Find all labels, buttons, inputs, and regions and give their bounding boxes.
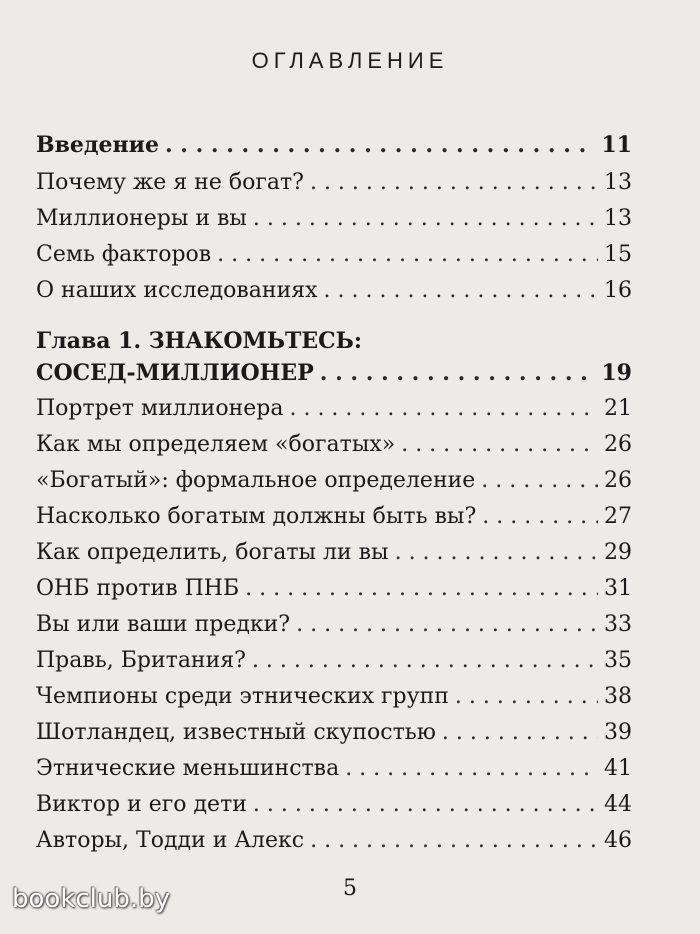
toc-entry-label: Чемпионы среди этнических групп bbox=[36, 684, 449, 709]
dot-leader bbox=[252, 644, 598, 678]
dot-leader bbox=[310, 824, 598, 858]
toc-entry-label: Миллионеры и вы bbox=[36, 206, 247, 231]
toc-entry bbox=[36, 824, 632, 858]
toc-page-number: 13 bbox=[604, 206, 632, 231]
toc-entry bbox=[36, 608, 632, 642]
toc-entry bbox=[36, 238, 632, 272]
toc-entry bbox=[36, 166, 632, 200]
dot-leader bbox=[455, 680, 598, 714]
dot-leader bbox=[217, 238, 598, 272]
toc-page-number: 33 bbox=[604, 612, 632, 637]
toc-page-number: 26 bbox=[604, 468, 632, 493]
toc-page-number: 16 bbox=[604, 278, 632, 303]
toc-page-number: 31 bbox=[604, 576, 632, 601]
toc-page-number: 41 bbox=[604, 756, 632, 781]
page-title: ОГЛАВЛЕНИЕ bbox=[251, 48, 449, 73]
dot-leader bbox=[165, 128, 595, 162]
toc-page-number: 44 bbox=[604, 792, 632, 817]
toc-entry-label: Почему же я не богат? bbox=[36, 170, 304, 195]
toc-entry bbox=[36, 392, 632, 426]
toc-entry bbox=[36, 788, 632, 822]
toc-page-number: 15 bbox=[604, 242, 632, 267]
toc-entry bbox=[36, 644, 632, 678]
dot-leader bbox=[401, 428, 598, 462]
dot-leader bbox=[245, 572, 598, 606]
toc-page-number: 35 bbox=[604, 648, 632, 673]
dot-leader bbox=[296, 608, 598, 642]
toc-entry bbox=[36, 572, 632, 606]
toc-page-number: 39 bbox=[604, 720, 632, 745]
toc-heading-introduction bbox=[36, 128, 632, 162]
dot-leader bbox=[442, 716, 598, 750]
toc-page-number: 46 bbox=[604, 828, 632, 853]
page-number: 5 bbox=[343, 876, 357, 901]
toc-page-number: 13 bbox=[604, 170, 632, 195]
toc-page-number: 11 bbox=[601, 132, 632, 158]
toc-entry-label: Портрет миллионера bbox=[36, 396, 284, 421]
toc-entry bbox=[36, 680, 632, 714]
toc-entry-label: Виктор и его дети bbox=[36, 792, 247, 817]
toc-entry bbox=[36, 752, 632, 786]
dot-leader bbox=[310, 166, 598, 200]
toc-entry bbox=[36, 464, 632, 498]
toc-entry-label: О наших исследованиях bbox=[36, 278, 318, 303]
toc-entry bbox=[36, 428, 632, 462]
toc-entry bbox=[36, 274, 632, 308]
watermark: bookclub.by bbox=[12, 884, 171, 914]
dot-leader bbox=[324, 274, 598, 308]
dot-leader bbox=[345, 752, 598, 786]
toc-heading-label: СОСЕД-МИЛЛИОНЕР bbox=[36, 360, 314, 386]
toc-entry-label: Шотландец, известный скупостью bbox=[36, 720, 436, 745]
dot-leader bbox=[253, 788, 598, 822]
toc-entry-label: Вы или ваши предки? bbox=[36, 612, 291, 637]
toc-entry-label: «Богатый»: формальное определение bbox=[36, 468, 476, 493]
toc-entry-label: Семь факторов bbox=[36, 242, 212, 267]
toc-page-number: 19 bbox=[601, 360, 632, 386]
toc-page-number: 27 bbox=[604, 504, 632, 529]
toc-entry-label: Как мы определяем «богатых» bbox=[36, 432, 396, 457]
toc-entry-label: Как определить, богаты ли вы bbox=[36, 540, 389, 565]
dot-leader bbox=[320, 356, 596, 390]
toc-page-number: 26 bbox=[604, 432, 632, 457]
toc-entry-label: Этнические меньшинства bbox=[36, 756, 340, 781]
toc-page-number: 21 bbox=[604, 396, 632, 421]
dot-leader bbox=[289, 392, 598, 426]
toc-page-number: 29 bbox=[604, 540, 632, 565]
toc-entry-label: Авторы, Тодди и Алекс bbox=[36, 828, 305, 853]
dot-leader bbox=[481, 464, 598, 498]
toc-page-number: 38 bbox=[604, 684, 632, 709]
toc-entry bbox=[36, 202, 632, 236]
chapter-heading-line: Глава 1. ЗНАКОМЬТЕСЬ: bbox=[36, 328, 362, 354]
toc-heading-label: Введение bbox=[36, 132, 159, 158]
toc-entry-label: Насколько богатым должны быть вы? bbox=[36, 504, 477, 529]
toc-heading-chapter-1 bbox=[36, 356, 632, 390]
dot-leader bbox=[482, 500, 598, 534]
toc-entry bbox=[36, 500, 632, 534]
dot-leader bbox=[395, 536, 598, 570]
toc-entry-label: ОНБ против ПНБ bbox=[36, 576, 240, 601]
toc-entry bbox=[36, 716, 632, 750]
toc-entry-label: Правь, Британия? bbox=[36, 648, 246, 673]
dot-leader bbox=[253, 202, 598, 236]
toc-entry bbox=[36, 536, 632, 570]
